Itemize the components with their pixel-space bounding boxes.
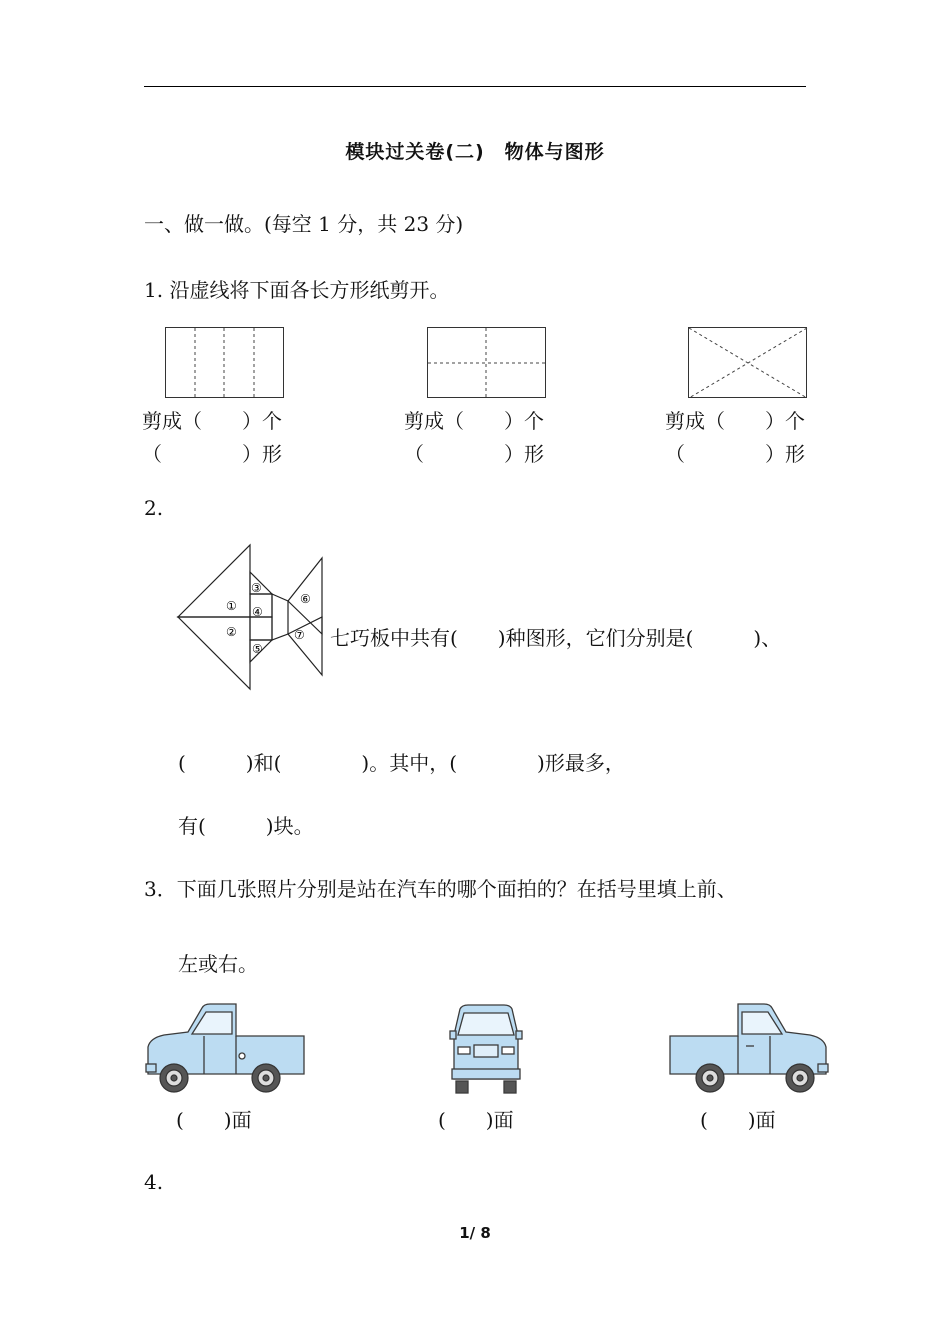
q1-answer-2-line1: 剪成（ ）个 <box>404 409 544 433</box>
q3-prompt-line2: 左或右。 <box>178 952 258 976</box>
top-rule <box>144 86 806 87</box>
q3-answer-right-truck: ( )面 <box>700 1108 776 1132</box>
piece-label-4: ④ <box>252 605 263 619</box>
rectangle-cross-cuts <box>427 327 547 399</box>
section-heading: 一、做一做。(每空 1 分，共 23 分) <box>144 212 464 236</box>
q2-text-line1: 七巧板中共有( )种图形，它们分别是( )、 <box>330 626 782 650</box>
q2-number: 2. <box>144 496 164 520</box>
q2-text-line3: 有( )块。 <box>178 814 314 838</box>
rectangle-three-cuts <box>165 327 285 399</box>
q2-text-line2: ( )和( )。其中，( )形最多， <box>178 751 625 775</box>
q1-answer-3-line2: （ ）形 <box>665 442 805 466</box>
q1-answer-3-line1: 剪成（ ）个 <box>665 409 805 433</box>
truck-right-side-picture <box>668 1002 830 1102</box>
q4-number: 4. <box>144 1170 164 1194</box>
piece-label-7: ⑦ <box>294 628 305 642</box>
q1-answer-1-line1: 剪成（ ）个 <box>142 409 282 433</box>
q1-answer-1-line2: （ ）形 <box>142 442 282 466</box>
page-title: 模块过关卷(二) 物体与图形 <box>345 141 605 163</box>
truck-left-side-picture <box>144 1002 306 1102</box>
piece-label-1: ① <box>226 599 237 613</box>
q3-answer-left-truck: ( )面 <box>176 1108 252 1132</box>
piece-label-3: ③ <box>251 581 262 595</box>
truck-front-picture <box>446 1003 526 1095</box>
piece-label-5: ⑤ <box>252 642 263 656</box>
piece-label-6: ⑥ <box>300 592 311 606</box>
page-number: 1/ 8 <box>459 1224 491 1242</box>
q1-answer-2-line2: （ ）形 <box>404 442 544 466</box>
q3-prompt-line1: 3．下面几张照片分别是站在汽车的哪个面拍的？在括号里填上前、 <box>144 877 737 901</box>
rectangle-diagonal-cuts <box>688 327 808 399</box>
tangram-fish-figure <box>176 544 326 692</box>
q3-answer-front-truck: ( )面 <box>438 1108 514 1132</box>
q1-prompt: 1. 沿虚线将下面各长方形纸剪开。 <box>144 278 450 302</box>
piece-label-2: ② <box>226 625 237 639</box>
